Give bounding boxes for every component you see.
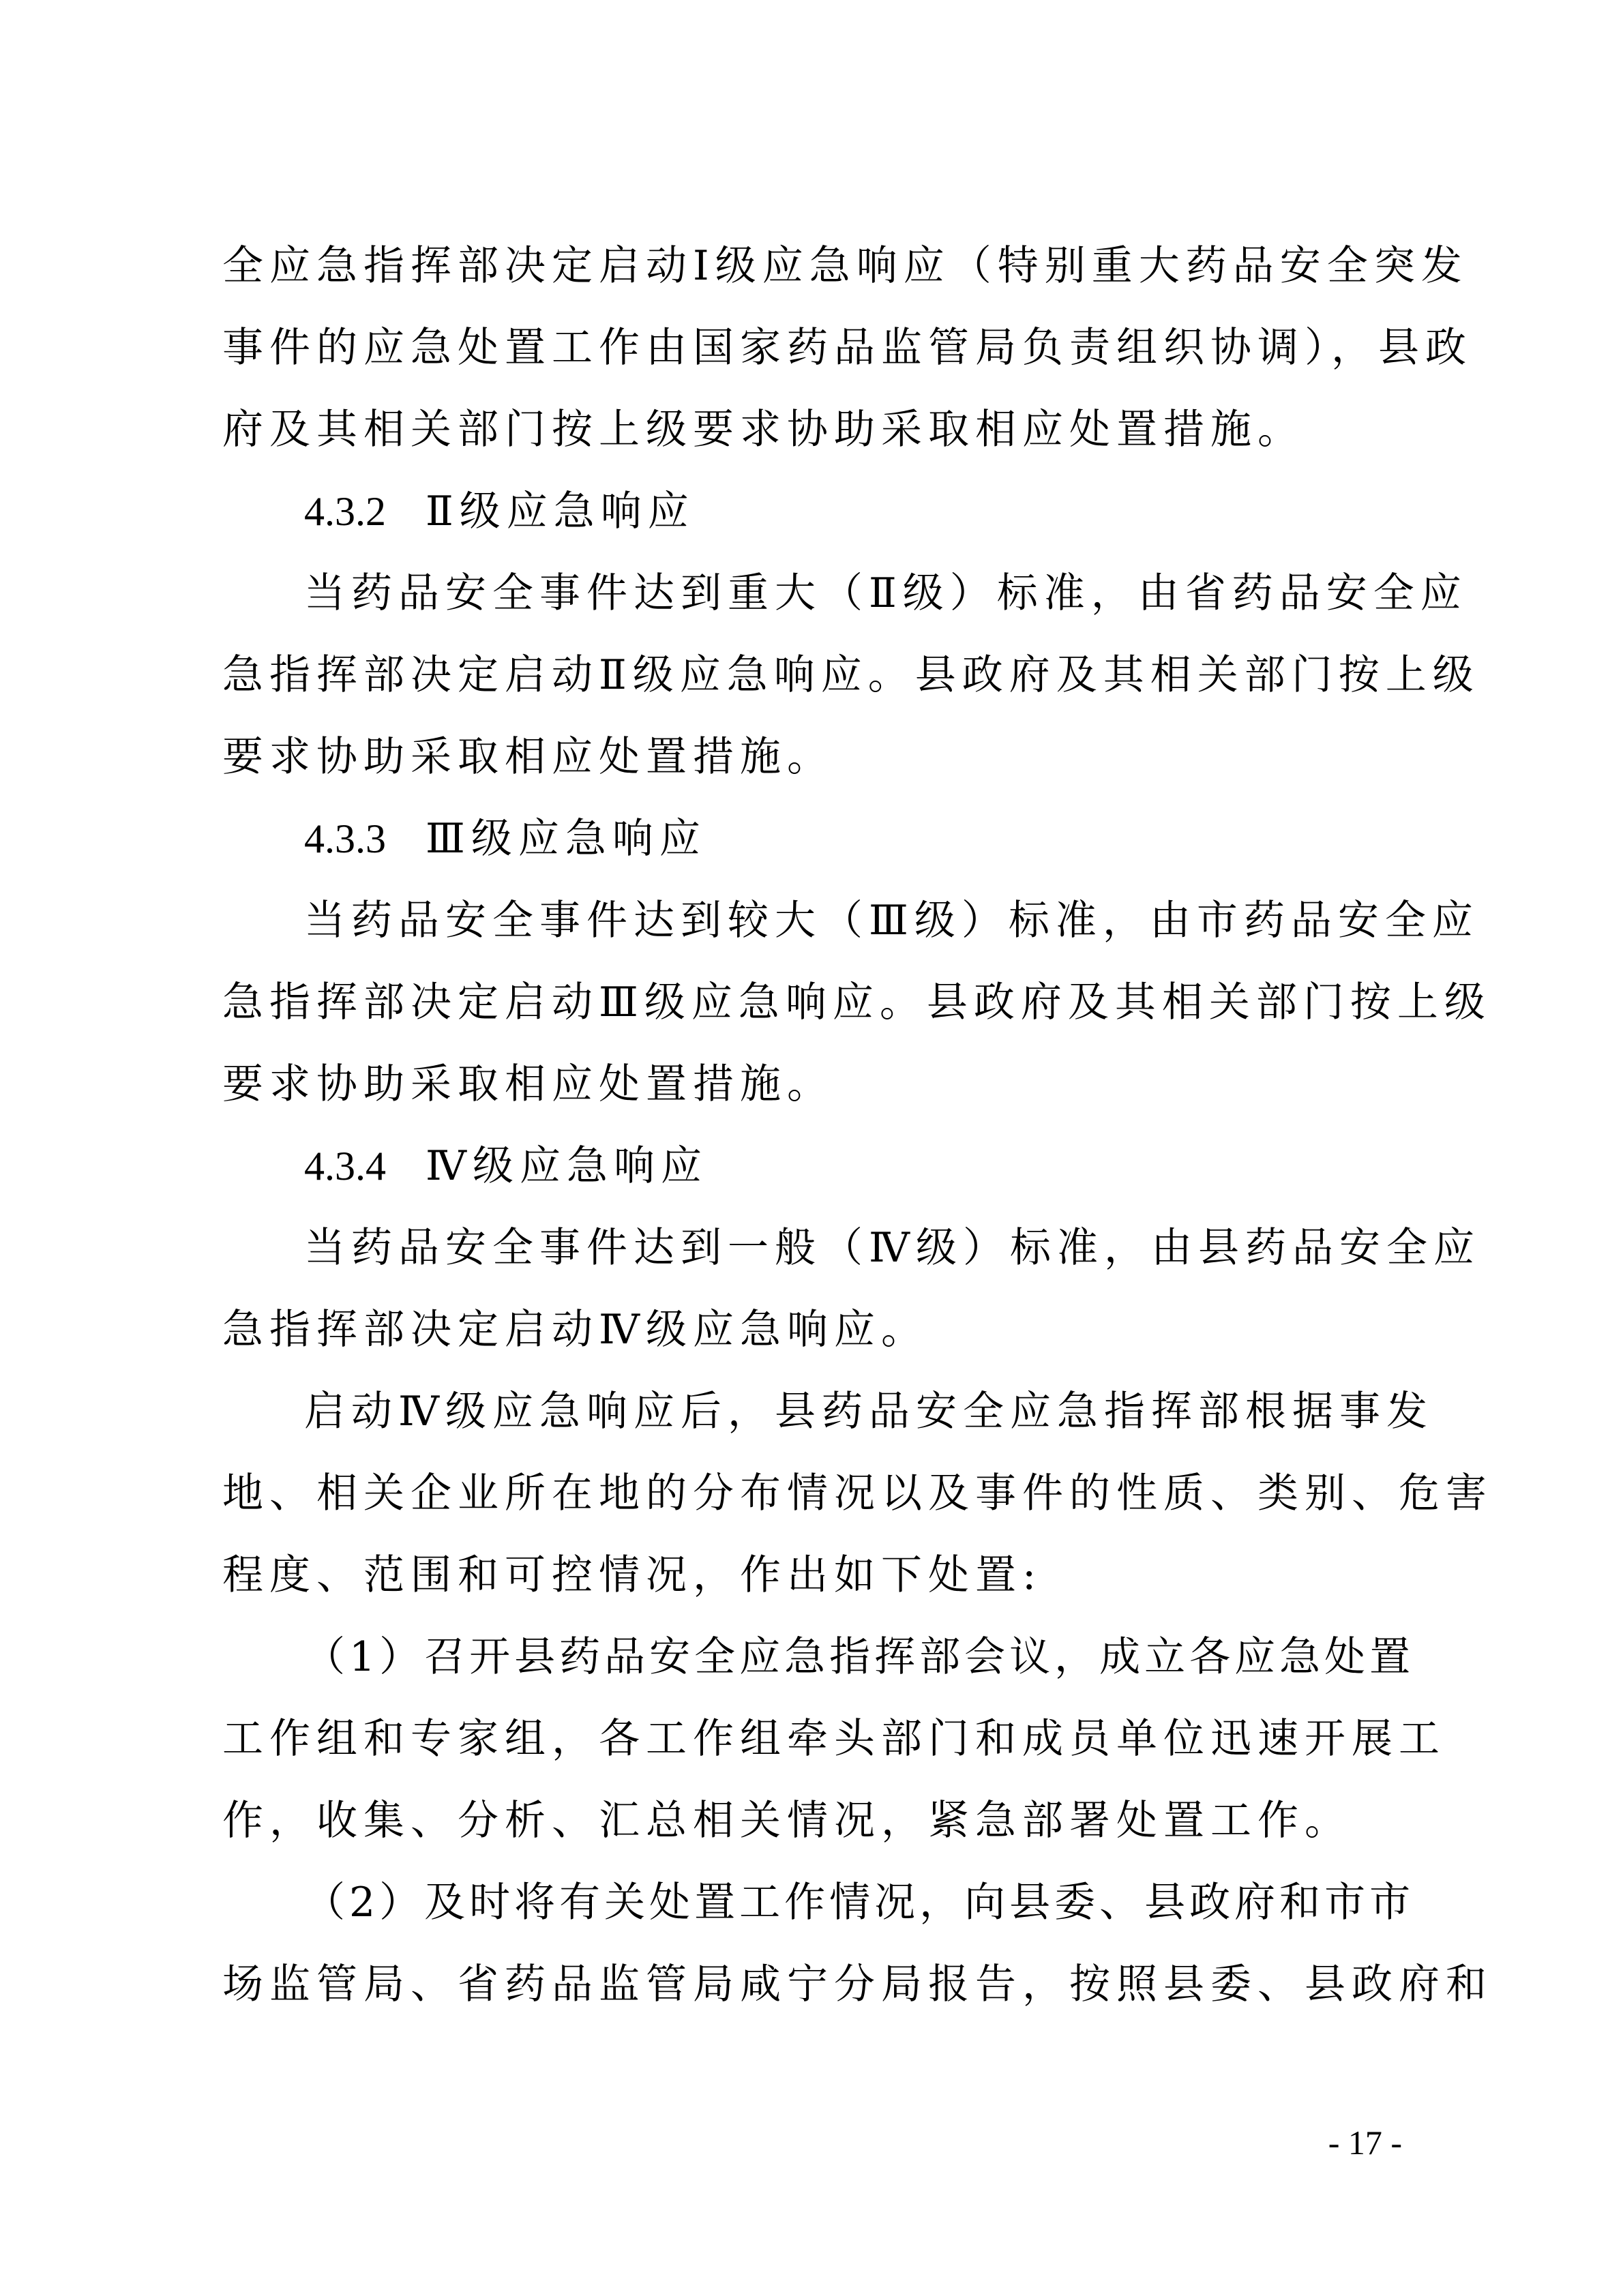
text-line-18: （1）召开县药品安全应急指挥部会议，成立各应急处置: [304, 1633, 1415, 1681]
section-heading-4-3-2: [222, 471, 1403, 552]
text-line-15: 启动Ⅳ级应急响应后，县药品安全应急指挥部根据事发: [304, 1388, 1433, 1435]
text-line-5: 当药品安全事件达到重大（Ⅱ级）标准，由省药品安全应: [304, 569, 1468, 617]
section-heading-4-3-3: [222, 798, 1403, 880]
text-line-21: （2）及时将有关处置工作情况，向县委、县政府和市市: [304, 1879, 1415, 1926]
text-line-13: 当药品安全事件达到一般（Ⅳ级）标准，由县药品安全应: [304, 1224, 1480, 1272]
text-line-7: 要求协助采取相应处置措施。: [222, 733, 834, 781]
text-line-11: 要求协助采取相应处置措施。: [222, 1060, 834, 1108]
section-title: Ⅱ级应急响应: [426, 488, 695, 535]
text-line-17: 程度、范围和可控情况，作出如下处置:: [222, 1551, 1043, 1599]
text-line-22: 场监管局、省药品监管局咸宁分局报告，按照县委、县政府和: [222, 1960, 1493, 2008]
text-line-3: 府及其相关部门按上级要求协助采取相应处置措施。: [222, 406, 1305, 453]
section-number: 4.3.3: [304, 816, 386, 861]
text-line-2: 事件的应急处置工作由国家药品监管局负责组织协调），县政: [222, 324, 1472, 372]
text-line-14: 急指挥部决定启动Ⅳ级应急响应。: [222, 1306, 928, 1354]
section-number: 4.3.4: [304, 1144, 386, 1189]
text-line-16: 地、相关企业所在地的分布情况以及事件的性质、类别、危害: [222, 1470, 1493, 1517]
text-line-19: 工作组和专家组，各工作组牵头部门和成员单位迅速开展工: [222, 1715, 1446, 1763]
page-number: - 17 -: [1328, 2123, 1402, 2162]
text-line-6: 急指挥部决定启动Ⅱ级应急响应。县政府及其相关部门按上级: [222, 651, 1480, 699]
text-line-1: 全应急指挥部决定启动Ⅰ级应急响应（特别重大药品安全突发: [222, 242, 1468, 290]
text-line-20: 作，收集、分析、汇总相关情况，紧急部署处置工作。: [222, 1797, 1352, 1845]
text-line-9: 当药品安全事件达到较大（Ⅲ级）标准，由市药品安全应: [304, 897, 1479, 944]
document-body: [222, 225, 1493, 2025]
section-number: 4.3.2: [304, 489, 386, 534]
section-title: Ⅲ级应急响应: [426, 815, 706, 863]
text-line-10: 急指挥部决定启动Ⅲ级应急响应。县政府及其相关部门按上级: [222, 979, 1491, 1026]
section-title: Ⅳ级应急响应: [426, 1142, 708, 1190]
section-heading-4-3-4: [222, 1125, 1403, 1207]
